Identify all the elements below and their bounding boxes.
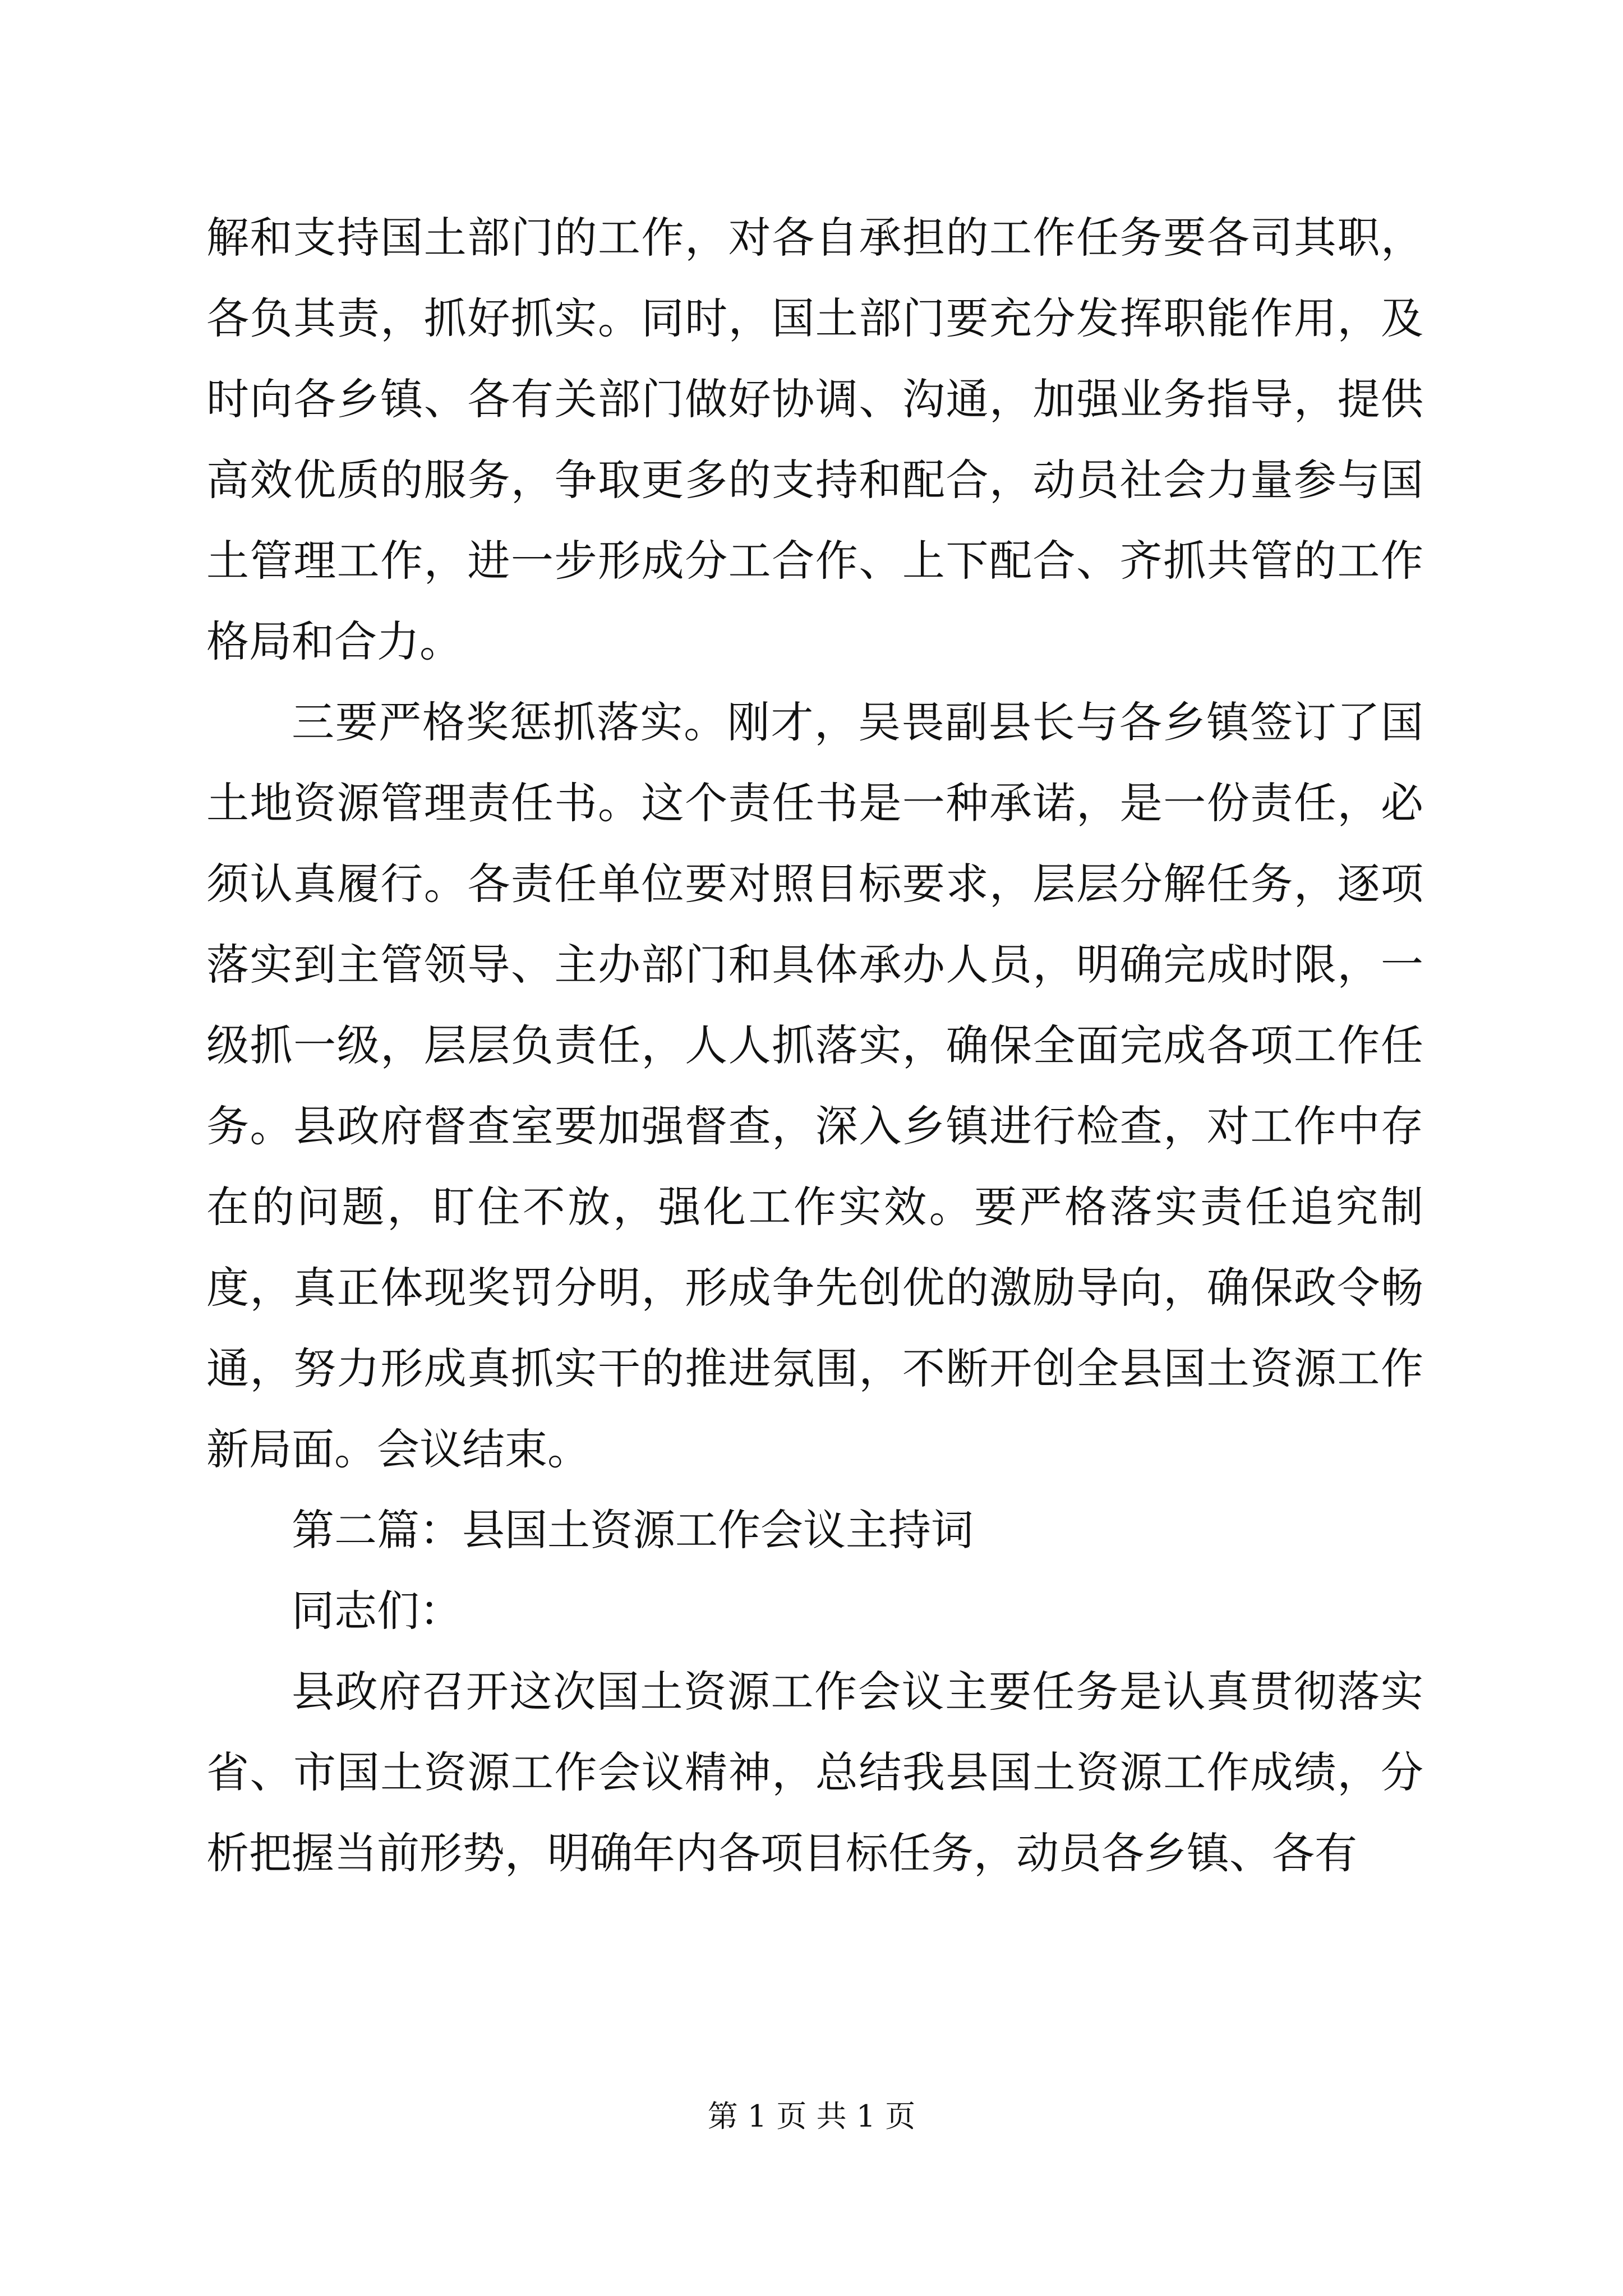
document-body — [206, 197, 1423, 1894]
paragraph-rewards-penalties: 三要严格奖惩抓落实。刚才，吴畏副县长与各乡镇签订了国土地资源管理责任书。这个责任书是一种承诺，是一份责任，必须认真履行。各责任单位要对照目标要求，层层分解任务，逐项落实到主管领导、主办部门和具体承办人员，明确完成时限，一级抓一级，层层负责任，人人抓落实，确保全面完成各项工作任务。县政府督查室要加强督查，深入乡镇进行检查，对工作中存在的问题，盯住不放，强化工作实效。要严格落实责任追究制度，真正体现奖罚分明，形成争先创优的激励导向，确保政令畅通，努力形成真抓实干的推进氛围，不断开创全县国土资源工作新局面。会议结束。 — [206, 697, 1423, 1474]
page-footer: 第 1 页 共 1 页 — [707, 2099, 916, 2134]
section-heading: 第二篇：县国土资源工作会议主持词 — [292, 1505, 974, 1555]
paragraph-continuation: 解和支持国土部门的工作，对各自承担的工作任务要各司其职，各负其责，抓好抓实。同时，国土部门要充分发挥职能作用，及时向各乡镇、各有关部门做好协调、沟通，加强业务指导，提供高效优质的服务，争取更多的支持和配合，动员社会力量参与国土管理工作，进一步形成分工合作、上下配合、齐抓共管的工作格局和合力。 — [206, 213, 1423, 666]
paragraph-meeting-purpose: 县政府召开这次国土资源工作会议主要任务是认真贯彻落实省、市国土资源工作会议精神，总结我县国土资源工作成绩，分析把握当前形势，明确年内各项目标任务，动员各乡镇、各有 — [206, 1667, 1423, 1878]
salutation: 同志们： — [292, 1586, 462, 1636]
